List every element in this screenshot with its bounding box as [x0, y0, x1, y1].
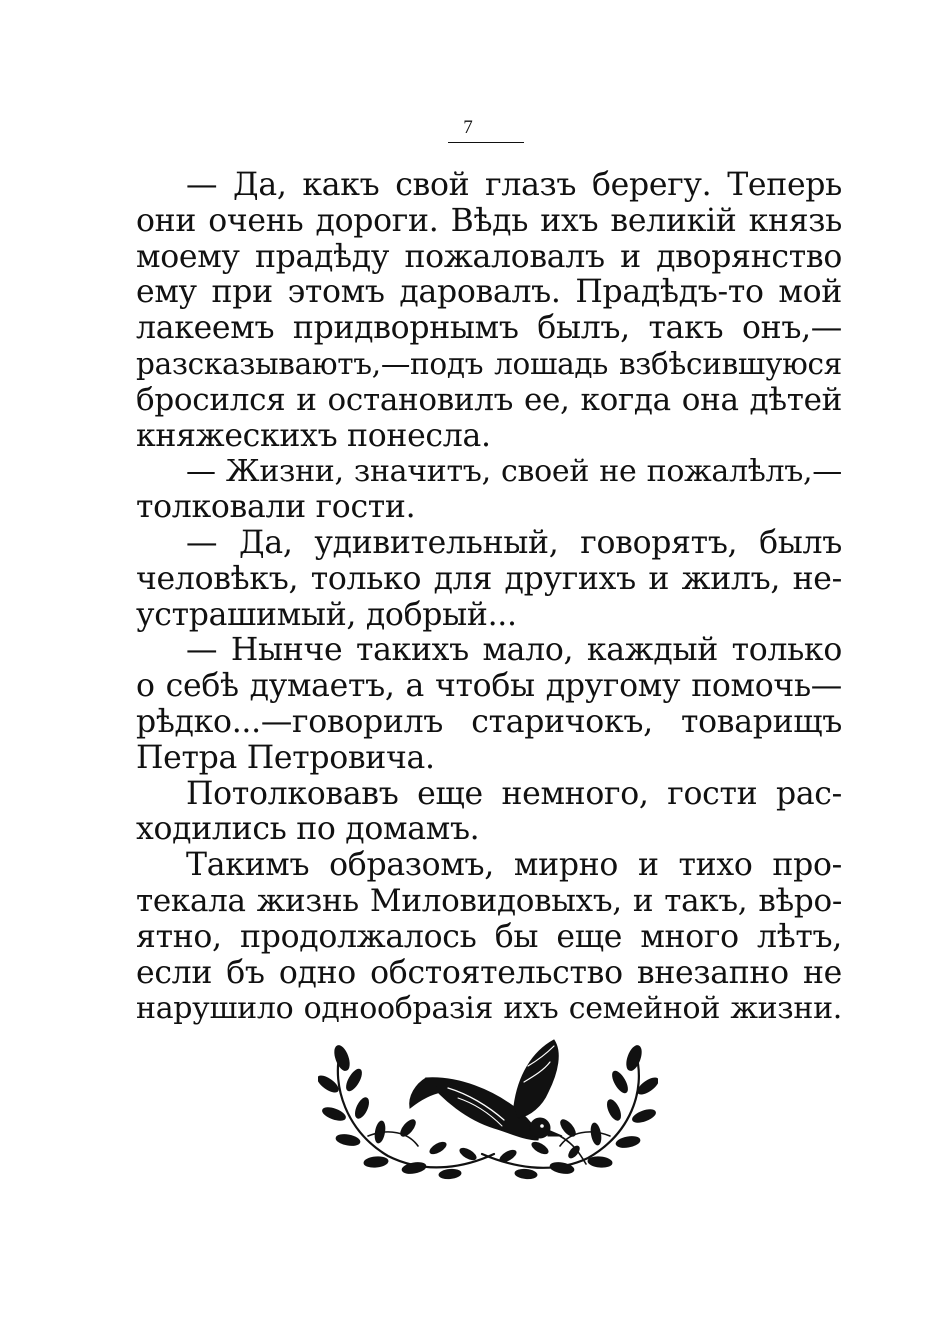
text-line: бросился и остановилъ ее, когда она дѣтей — [136, 381, 842, 418]
text-line: они очень дороги. Вѣдь ихъ великій князь — [136, 202, 842, 239]
text-line: — Да, удивительный, говорятъ, былъ — [186, 524, 842, 561]
text-line: — Да, какъ свой глазъ берегу. Теперь — [186, 167, 842, 203]
body-text — [136, 168, 842, 1027]
text-line: Такимъ образомъ, мирно и тихо про- — [186, 847, 842, 884]
text-line: моему прадѣду пожаловалъ и дворянство — [136, 238, 842, 275]
page-number-rule — [448, 142, 524, 143]
text-line: нарушило однообразія ихъ семейной жизни. — [136, 991, 842, 1027]
text-line: Петра Петровича. — [136, 739, 435, 776]
bird-with-laurel-branches-icon — [318, 1036, 658, 1182]
text-line: лакеемъ придворнымъ былъ, такъ онъ,— — [136, 310, 842, 347]
text-line: рѣдко...—говорилъ старичокъ, товарищъ — [136, 703, 842, 740]
text-line: толковали гости. — [136, 489, 416, 526]
text-line: Потолковавъ еще немного, гости рас- — [186, 775, 842, 812]
text-line: — Жизни, значитъ, своей не пожалѣлъ,— — [186, 454, 842, 490]
text-line: текала жизнь Миловидовыхъ, и такъ, вѣро- — [136, 882, 842, 919]
text-line: если бъ одно обстоятельство внезапно не — [136, 954, 842, 991]
text-line: ходились по домамъ. — [136, 811, 480, 848]
text-line: человѣкъ, только для другихъ и жилъ, не- — [136, 560, 842, 597]
text-line: ятно, продолжалось бы еще много лѣтъ, — [136, 918, 842, 955]
text-line: княжескихъ понесла. — [136, 417, 491, 454]
text-line: — Нынче такихъ мало, каждый только — [186, 632, 842, 669]
page-number: 7 — [463, 117, 473, 138]
text-line: о себѣ думаетъ, а чтобы другому помочь— — [136, 668, 842, 705]
text-line: ему при этомъ даровалъ. Прадѣдъ-то мой — [136, 274, 842, 311]
text-line: устрашимый, добрый... — [136, 596, 517, 633]
text-line: разсказываютъ,—подъ лошадь взбѣсившуюся — [136, 346, 842, 381]
